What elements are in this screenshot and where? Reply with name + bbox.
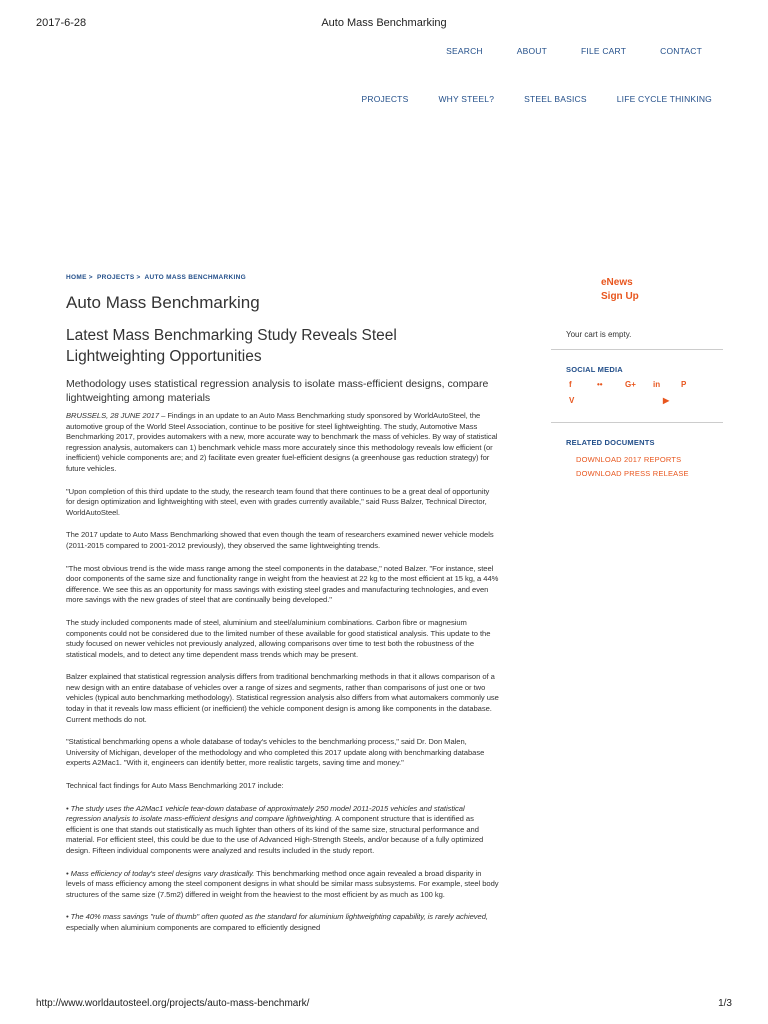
paragraph: "The most obvious trend is the wide mass range among the steel components in the database," noted Balzer. "For instance, steel door components of the same size and functionality range in weight from the heaviest at 22 kg to the most efficient at 15 kg, a 44% difference. We see this as an opportunity for mass savings with existing steel grades and manufacturing technologies, and even more savings with the new grades of steel that are continually being developed.": [66, 563, 499, 605]
bullet-item: • Mass efficiency of today's steel designs vary drastically. This benchmarking method once again revealed a broad disparity in levels of mass efficiency among the steel component designs in what should be similar mass subsystems. For example, steel body structures of the same size (7.5m2) differed in weight from the heaviest to the most efficient by as much as 100 kg.: [66, 868, 499, 899]
breadcrumb: [66, 274, 500, 281]
article-subhead: Methodology uses statistical regression analysis to isolate mass-efficient designs, compare lightweighting among materials: [66, 378, 489, 404]
print-footer: [36, 998, 732, 1012]
youtube-icon[interactable]: ▶: [663, 396, 670, 405]
paragraph: "Statistical benchmarking opens a whole database of today's vehicles to the benchmarking process," said Dr. Don Malen, University of Michigan, developer of the methodology and who completed this 2017 update along with benchmarking database experts A2Mac1. "With it, engineers can identify better, more realistic targets, saving time and money.": [66, 737, 485, 768]
sidebar: [551, 276, 723, 478]
breadcrumb-current[interactable]: AUTO MASS BENCHMARKING: [144, 274, 246, 281]
breadcrumb-home[interactable]: HOME >: [66, 274, 93, 281]
paragraph: BRUSSELS, 28 JUNE 2017 – Findings in an update to an Auto Mass Benchmarking study sponsored by WorldAutoSteel, the automotive group of the World Steel Association, continue to be positive for steel lightweighting. The study, Automotive Mass Benchmarking 2017, provides automakers with a new, more accurate way to benchmark the mass of vehicles. By way of statistical regression analysis, automakers can 1) benchmark vehicle mass more accurately since this methodology reveals low efficient (or inefficient) vehicle components are; and 2) facilitate even greater fuel-efficient designs (a greenhouse gas reduction strategy) for future vehicles.: [66, 411, 498, 473]
download-press-release-link[interactable]: DOWNLOAD PRESS RELEASE: [576, 469, 689, 478]
bullet-item: • The study uses the A2Mac1 vehicle tear-down database of approximately 250 model 2011-2015 vehicles and statistical regression analysis to isolate mass-efficient designs and compare lightweighting. A component structure that is identified as efficient is one that stands out statistically as much lighter than others of its kind of the same size, structural performance and material. For efficient steel, this could be due to the use of Advanced High-Strength Steels, and/or because of a fully optimized design. Fifteen individual components were analyzed and results included in the study report.: [66, 803, 484, 855]
nav-search[interactable]: SEARCH: [446, 46, 483, 56]
top-nav: [412, 46, 702, 56]
divider: [551, 422, 723, 423]
nav-contact[interactable]: CONTACT: [660, 46, 702, 56]
nav-about[interactable]: ABOUT: [516, 46, 548, 56]
page-url: http://www.worldautosteel.org/projects/auto-mass-benchmark/: [36, 998, 310, 1009]
social-media-heading: SOCIAL MEDIA: [566, 365, 623, 374]
nav-file-cart[interactable]: FILE CART: [581, 46, 627, 56]
nav-why-steel[interactable]: WHY STEEL?: [438, 94, 495, 104]
facebook-icon[interactable]: f: [569, 380, 572, 389]
article-headline: Latest Mass Benchmarking Study Reveals Steel Lightweighting Opportunities: [66, 327, 397, 365]
nav-life-cycle-thinking[interactable]: LIFE CYCLE THINKING: [616, 94, 712, 104]
social-icons: [569, 380, 719, 412]
page-number: 1/3: [718, 998, 732, 1009]
main-nav: [332, 94, 713, 104]
vimeo-icon[interactable]: V: [569, 396, 575, 405]
paragraph: The study included components made of steel, aluminium and steel/aluminium combinations. Carbon fibre or magnesium components could not be considered due to the limited number of these available for good statistical analysis. This update to the study focused on newer vehicles not previously analyzed, allowing comparisons over time to test both the robustness of the statistical models, and to detect any time dependent mass trends which may be present.: [66, 617, 491, 659]
nav-projects[interactable]: PROJECTS: [361, 94, 409, 104]
main-content: [66, 274, 500, 946]
flickr-icon[interactable]: ••: [597, 380, 603, 389]
breadcrumb-projects[interactable]: PROJECTS >: [97, 274, 141, 281]
enews-signup[interactable]: [601, 276, 723, 304]
dateline: BRUSSELS, 28 JUNE 2017 –: [66, 411, 166, 420]
paragraph: "Upon completion of this third update to the study, the research team found that there continues to be a great deal of opportunity for design optimization and lightweighting with steel, even with grades currently available," said Russ Balzer, Technical Director, WorldAutoSteel.: [66, 486, 490, 517]
pinterest-icon[interactable]: P: [681, 380, 687, 389]
linkedin-icon[interactable]: in: [653, 380, 661, 389]
related-documents-heading: RELATED DOCUMENTS: [566, 438, 655, 447]
signup-label: Sign Up: [601, 291, 639, 302]
print-title: Auto Mass Benchmarking: [321, 17, 447, 29]
page-title: Auto Mass Benchmarking: [66, 293, 260, 312]
print-header: [36, 17, 732, 31]
google-plus-icon[interactable]: G+: [625, 380, 636, 389]
paragraph: Balzer explained that statistical regression analysis differs from traditional benchmarking methods in that it allows comparison of a new design with an entire database of vehicles over a range of sizes and segments, rather than comparisons of just one or two vehicles (typical auto benchmarking methodology). Statistical regression analysis also differs from what automakers commonly use today in that it reveals low mass efficient (or inefficient) the vehicle component design is among like components in the database. Current methods do not.: [66, 672, 499, 724]
paragraph: The 2017 update to Auto Mass Benchmarking showed that even though the team of researchers examined newer vehicle models (2011-2015 compared to 2001-2012 previously), they observed the same lightweighting trends.: [66, 530, 494, 550]
enews-label: eNews: [601, 277, 633, 288]
print-date: 2017-6-28: [36, 17, 87, 29]
cart-status: Your cart is empty.: [566, 330, 632, 339]
download-2017-reports-link[interactable]: DOWNLOAD 2017 REPORTS: [576, 455, 682, 464]
divider: [551, 349, 723, 350]
article-body: [66, 411, 500, 934]
bullet-item: • The 40% mass savings "rule of thumb" often quoted as the standard for aluminium lightweighting capability, is rarely achieved, especially when aluminium components are compared to efficiently designed: [66, 912, 488, 932]
nav-steel-basics[interactable]: STEEL BASICS: [524, 94, 587, 104]
paragraph: Technical fact findings for Auto Mass Benchmarking 2017 include:: [66, 781, 284, 791]
related-documents: [551, 438, 723, 478]
